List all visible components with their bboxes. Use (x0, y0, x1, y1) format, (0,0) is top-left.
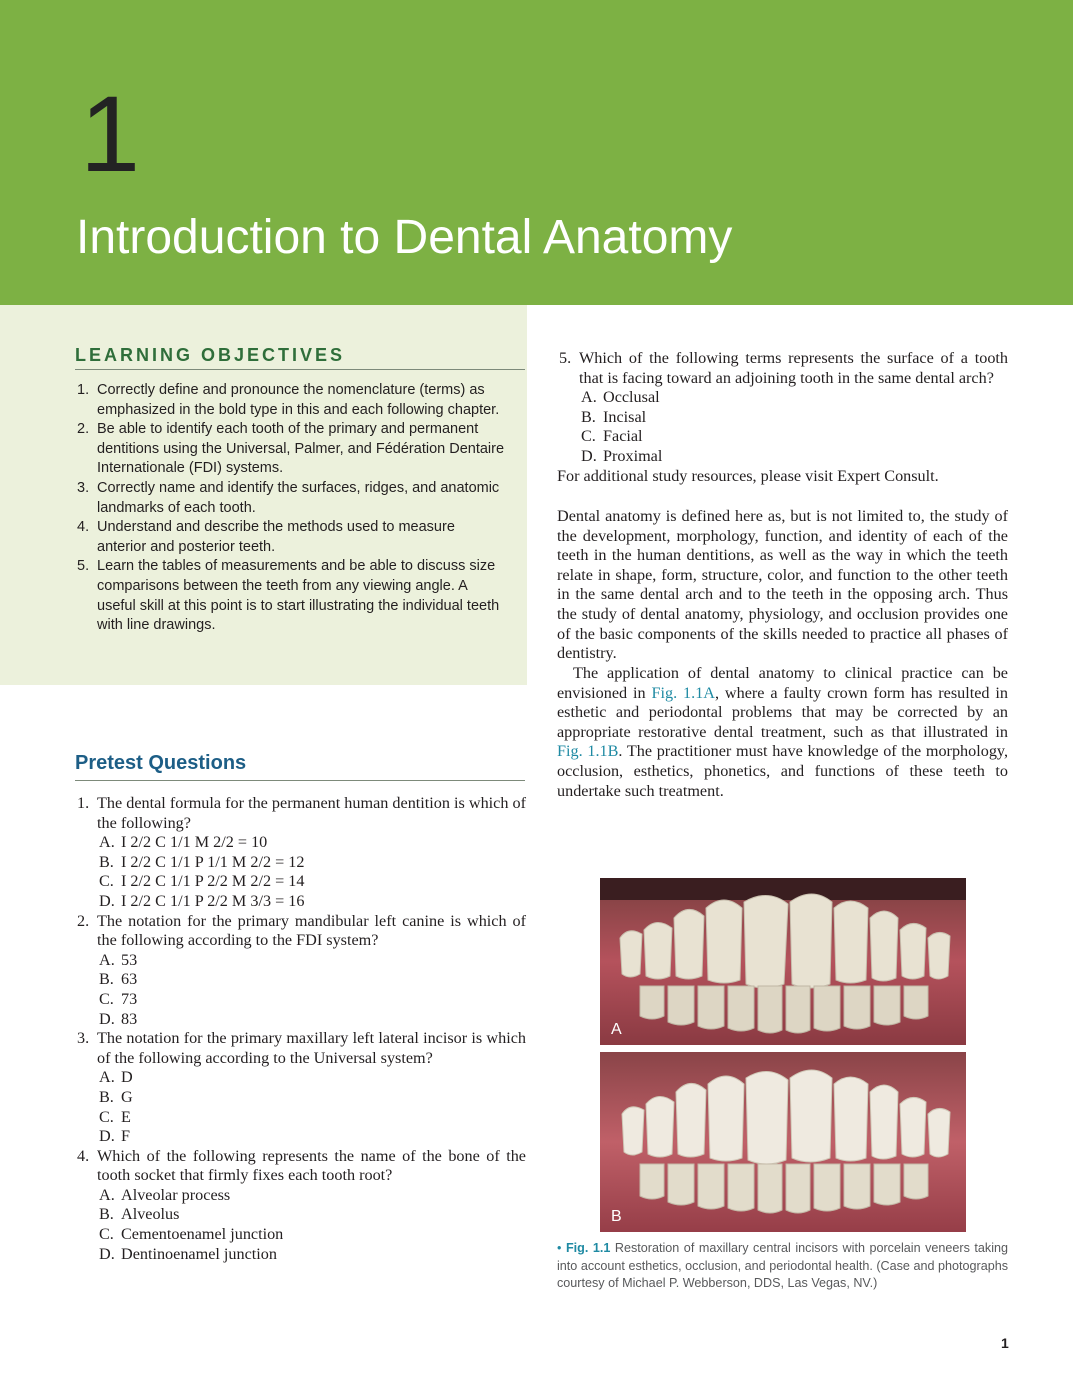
option-letter: C. (99, 989, 114, 1008)
option-text: Alveolus (121, 1205, 180, 1224)
option-letter: B. (99, 1087, 114, 1106)
question-text: The dental formula for the permanent human dentition is which of the following? (97, 794, 526, 832)
body-text: , where a faulty crown form has resulted in esthetic and periodontal problems that may be corrected by an appropriate restorative dental treatment, such as that illustrated in (557, 683, 1008, 741)
question-number: 4. (77, 1146, 90, 1165)
question-number: 1. (77, 794, 90, 812)
objective-number: 3. (77, 479, 90, 496)
body-paragraph (557, 664, 1008, 801)
option-text: 83 (121, 1009, 138, 1028)
question-number: 2. (77, 911, 90, 930)
objective-number: 5. (77, 558, 90, 575)
answer-option (581, 427, 1008, 447)
objective-text: Correctly name and identify the surfaces, ridges, and anatomic landmarks of each tooth. (97, 479, 500, 516)
figure-photo-a (600, 878, 966, 1045)
option-text: D (121, 1068, 133, 1087)
option-text: Alveolar process (121, 1185, 231, 1204)
pretest-question (75, 1147, 526, 1265)
answer-option (99, 1108, 526, 1128)
option-letter: C. (99, 1107, 114, 1126)
pretest-questions-left (75, 794, 526, 1264)
answer-option (99, 853, 526, 873)
figure-link-1-1a[interactable]: Fig. 1.1A (651, 683, 715, 702)
option-text: 53 (121, 950, 138, 969)
option-letter: C. (99, 1225, 114, 1244)
figure-link-1-1b[interactable]: Fig. 1.1B (557, 742, 619, 761)
option-text: E (121, 1107, 131, 1126)
answer-option (99, 1127, 526, 1147)
objective-item (75, 381, 505, 420)
panel-label-a: A (611, 1021, 622, 1038)
option-text: Dentinoenamel junction (121, 1244, 277, 1263)
figure-caption (557, 1240, 1008, 1293)
answer-option (99, 970, 526, 990)
option-letter: D. (99, 1009, 115, 1028)
answer-option (581, 447, 1008, 467)
pretest-question (75, 794, 526, 912)
figure-photo-b (600, 1052, 966, 1232)
option-letter: B. (99, 852, 114, 871)
option-letter: D. (99, 1127, 115, 1146)
answer-options (579, 388, 1008, 466)
pretest-question (75, 1029, 526, 1147)
option-text: Incisal (603, 407, 647, 426)
body-text: The application of dental anatomy to clinical practice can be envisioned in (557, 664, 1008, 702)
option-text: I 2/2 C 1/1 P 2/2 M 2/2 = 14 (121, 872, 305, 891)
answer-option (99, 1186, 526, 1206)
question-number: 5. (559, 349, 572, 367)
option-text: I 2/2 C 1/1 M 2/2 = 10 (121, 833, 268, 852)
page-number: 1 (1001, 1335, 1009, 1351)
answer-options (97, 833, 526, 911)
learning-objectives-list (75, 381, 505, 636)
objective-item (75, 518, 505, 557)
option-letter: A. (99, 950, 115, 969)
question-number: 3. (77, 1029, 90, 1048)
option-text: G (121, 1087, 133, 1106)
study-resources-note: For additional study resources, please visit Expert Consult. (557, 467, 939, 485)
caption-figure-label: Fig. 1.1 (565, 1241, 611, 1255)
teeth-photo-before (600, 878, 966, 1045)
option-letter: D. (99, 891, 115, 910)
pretest-heading: Pretest Questions (75, 752, 525, 781)
answer-option (99, 833, 526, 853)
option-text: Proximal (603, 446, 663, 465)
answer-option (99, 1225, 526, 1245)
option-letter: A. (99, 833, 115, 852)
chapter-title: Introduction to Dental Anatomy (76, 211, 733, 264)
option-text: I 2/2 C 1/1 P 2/2 M 3/3 = 16 (121, 891, 305, 910)
answer-option (99, 1010, 526, 1030)
objective-text: Learn the tables of measurements and be able to discuss size comparisons between the teeth from any viewing angle. A useful skill at this point is to start illustrating the individual teeth with line drawings. (97, 558, 500, 634)
option-letter: C. (99, 872, 114, 891)
teeth-photo-after (600, 1052, 966, 1232)
answer-option (99, 872, 526, 892)
option-text: Facial (603, 427, 643, 446)
objective-text: Be able to identify each tooth of the primary and permanent dentitions using the Universal, Palmer, and Fédération Dentaire Internationale (FDI) systems. (97, 421, 505, 477)
caption-text: Restoration of maxillary central incisors with porcelain veneers taking into account esthetics, occlusion, and periodontal health. (Case and photographs courtesy of Michael P. Webberson, DDS, Las Vegas, NV.) (557, 1241, 1009, 1290)
answer-option (99, 990, 526, 1010)
answer-options (97, 951, 526, 1029)
option-text: F (121, 1127, 131, 1146)
objective-text: Correctly define and pronounce the nomenclature (terms) as emphasized in the bold type in this and each following chapter. (97, 382, 500, 418)
option-letter: C. (581, 427, 596, 446)
option-letter: B. (99, 1205, 114, 1224)
option-letter: D. (99, 1244, 115, 1263)
objective-text: Understand and describe the methods used to measure anterior and posterior teeth. (97, 519, 455, 555)
objective-item (75, 420, 505, 479)
option-text: Occlusal (603, 388, 660, 407)
option-letter: B. (581, 407, 596, 426)
answer-option (99, 1068, 526, 1088)
objective-item (75, 479, 505, 518)
answer-option (99, 1088, 526, 1108)
question-text: The notation for the primary mandibular left canine is which of the following according to the FDI system? (97, 911, 526, 950)
question-text: Which of the following terms represents the surface of a tooth that is facing toward an adjoining tooth in the same dental arch? (579, 349, 1008, 387)
option-text: Cementoenamel junction (121, 1225, 284, 1244)
panel-label-b: B (611, 1208, 622, 1225)
pretest-question (75, 912, 526, 1030)
option-letter: A. (581, 388, 597, 407)
learning-objectives-heading: LEARNING OBJECTIVES (75, 345, 525, 370)
answer-option (99, 892, 526, 912)
caption-bullet: • (557, 1241, 562, 1255)
body-text: . The practitioner must have knowledge of the morphology, occlusion, esthetics, phonetics, and functions of these teeth to undertake such treatment. (557, 742, 1008, 800)
objective-number: 4. (77, 519, 90, 536)
objective-item (75, 557, 505, 635)
objective-number: 1. (77, 382, 90, 398)
answer-option (99, 1205, 526, 1225)
option-text: 63 (121, 970, 138, 989)
option-letter: B. (99, 970, 114, 989)
answer-option (99, 951, 526, 971)
pretest-questions-right (557, 349, 1008, 467)
question-text: The notation for the primary maxillary left lateral incisor is which of the following according to the Universal system? (97, 1029, 526, 1067)
pretest-question (557, 349, 1008, 467)
option-text: 73 (121, 989, 138, 1008)
body-paragraph: Dental anatomy is defined here as, but is not limited to, the study of the development, morphology, function, and identity of each of the teeth in the human dentitions, as well as the way in which the teeth relate in shape, form, structure, color, and function to the other teeth in the same dental arch and to the teeth in the opposing arch. Thus the study of dental anatomy, physiology, and occlusion provides one of the basic components of the skills needed to practice all phases of dentistry. (557, 507, 1008, 663)
option-text: I 2/2 C 1/1 P 1/1 M 2/2 = 12 (121, 852, 305, 871)
answer-option (581, 388, 1008, 408)
answer-option (99, 1245, 526, 1265)
answer-option (581, 408, 1008, 428)
objective-number: 2. (77, 421, 90, 438)
chapter-number: 1 (80, 73, 141, 194)
option-letter: D. (581, 446, 597, 465)
answer-options (97, 1186, 526, 1264)
option-letter: A. (99, 1185, 115, 1204)
answer-options (97, 1068, 526, 1146)
question-text: Which of the following represents the name of the bone of the tooth socket that firmly fixes each tooth root? (97, 1146, 526, 1185)
option-letter: A. (99, 1068, 115, 1087)
